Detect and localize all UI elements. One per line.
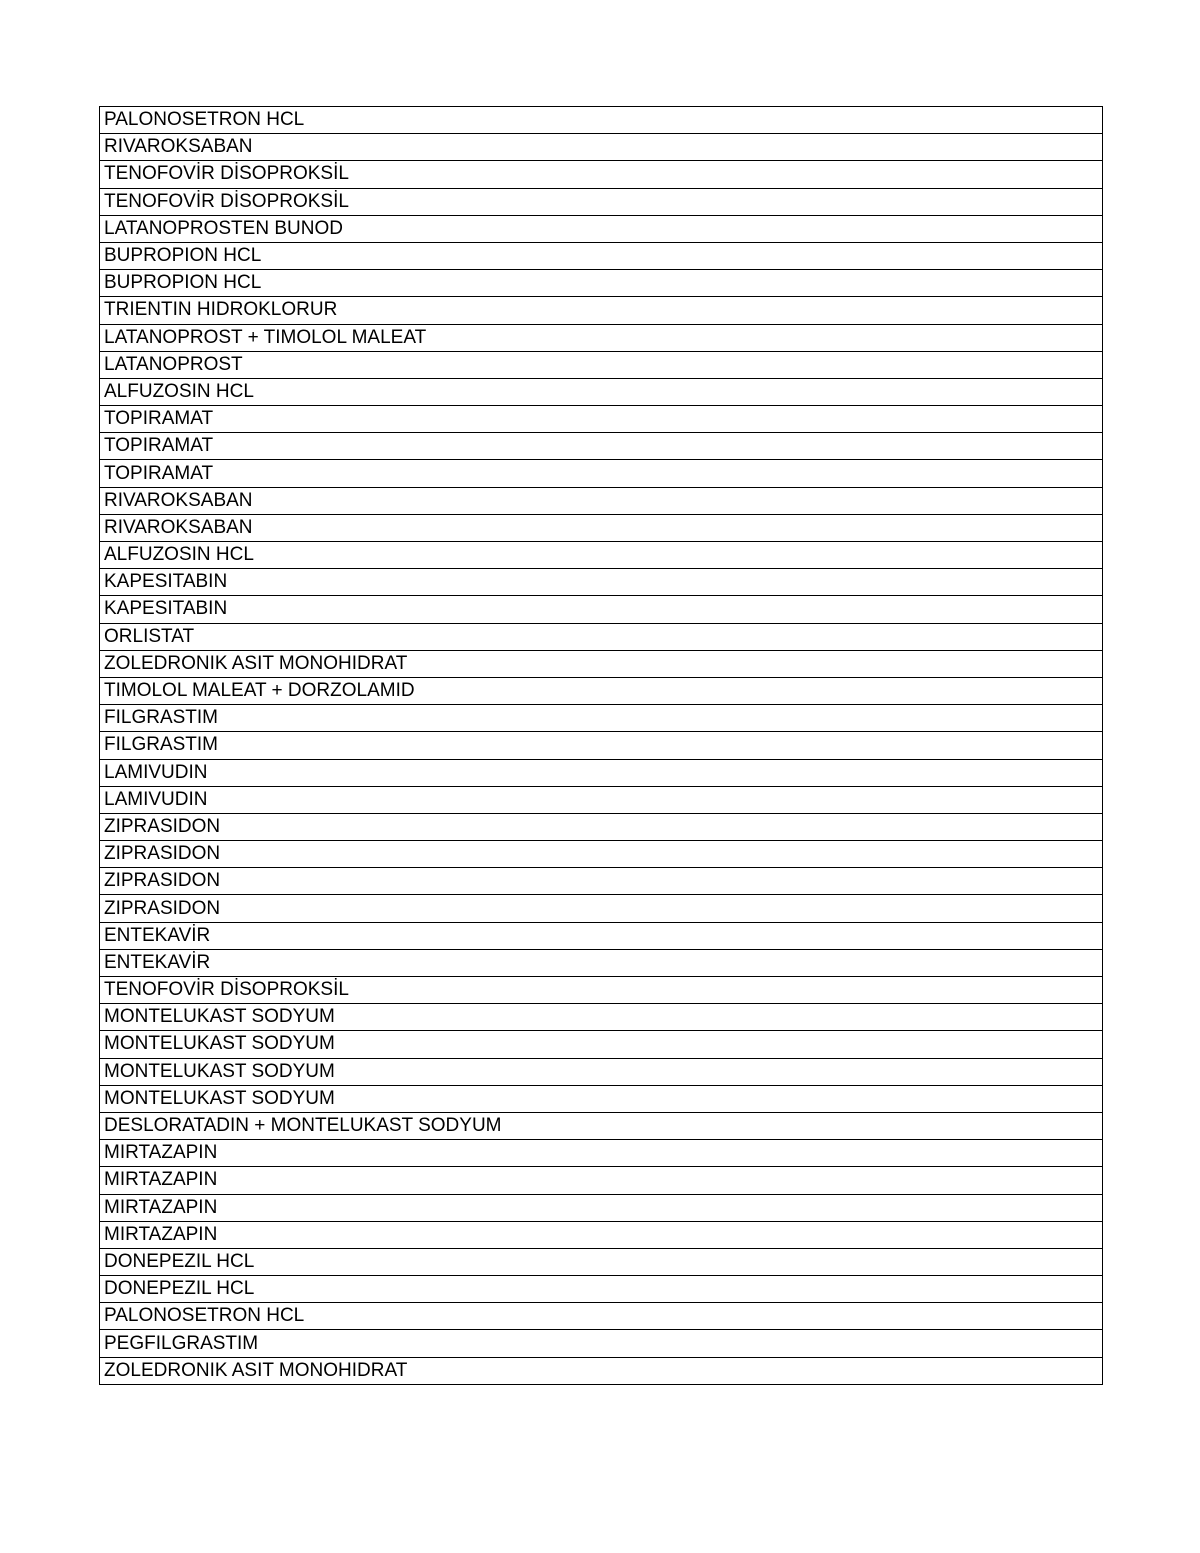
table-row (100, 1330, 1103, 1357)
drug-name-cell: LATANOPROST (100, 351, 1103, 378)
table-row (100, 297, 1103, 324)
drug-name-cell: TENOFOVİR DİSOPROKSİL (100, 161, 1103, 188)
table-row (100, 841, 1103, 868)
table-row (100, 324, 1103, 351)
table-row (100, 922, 1103, 949)
table-row (100, 895, 1103, 922)
table-row (100, 650, 1103, 677)
drug-name-cell: ALFUZOSIN HCL (100, 378, 1103, 405)
drug-name-cell: TOPIRAMAT (100, 433, 1103, 460)
drug-name-cell: RIVAROKSABAN (100, 487, 1103, 514)
drug-name-cell: MIRTAZAPIN (100, 1140, 1103, 1167)
table-row (100, 460, 1103, 487)
drug-name-cell: LAMIVUDIN (100, 786, 1103, 813)
drug-name-cell: MONTELUKAST SODYUM (100, 1085, 1103, 1112)
drug-name-cell: TENOFOVİR DİSOPROKSİL (100, 188, 1103, 215)
drug-name-cell: BUPROPION HCL (100, 242, 1103, 269)
drug-name-cell: MIRTAZAPIN (100, 1221, 1103, 1248)
table-row (100, 1303, 1103, 1330)
drug-name-cell: MIRTAZAPIN (100, 1194, 1103, 1221)
table-row (100, 215, 1103, 242)
table-row (100, 1167, 1103, 1194)
drug-name-cell: MONTELUKAST SODYUM (100, 1031, 1103, 1058)
drug-name-cell: ENTEKAVİR (100, 949, 1103, 976)
table-row (100, 270, 1103, 297)
drug-name-cell: ENTEKAVİR (100, 922, 1103, 949)
table-row (100, 732, 1103, 759)
drug-name-cell: ZOLEDRONIK ASIT MONOHIDRAT (100, 650, 1103, 677)
drug-name-cell: PEGFILGRASTIM (100, 1330, 1103, 1357)
drug-name-cell: MIRTAZAPIN (100, 1167, 1103, 1194)
drug-name-cell: PALONOSETRON HCL (100, 1303, 1103, 1330)
table-row (100, 433, 1103, 460)
table-row (100, 1058, 1103, 1085)
drug-name-cell: TENOFOVİR DİSOPROKSİL (100, 977, 1103, 1004)
drug-name-cell: DONEPEZIL HCL (100, 1248, 1103, 1275)
table-row (100, 1194, 1103, 1221)
table-row (100, 1276, 1103, 1303)
table-row (100, 1140, 1103, 1167)
table-row (100, 351, 1103, 378)
table-row (100, 242, 1103, 269)
table-row (100, 977, 1103, 1004)
drug-name-cell: FILGRASTIM (100, 732, 1103, 759)
drug-name-cell: RIVAROKSABAN (100, 134, 1103, 161)
table-row (100, 677, 1103, 704)
table-row (100, 1112, 1103, 1139)
table-row (100, 1248, 1103, 1275)
table-row (100, 813, 1103, 840)
drug-name-cell: ZIPRASIDON (100, 813, 1103, 840)
table-row (100, 542, 1103, 569)
drug-name-cell: ZIPRASIDON (100, 895, 1103, 922)
table-row (100, 786, 1103, 813)
table-row (100, 1221, 1103, 1248)
table-row (100, 569, 1103, 596)
table-row (100, 868, 1103, 895)
drug-name-cell: BUPROPION HCL (100, 270, 1103, 297)
drug-name-cell: KAPESITABIN (100, 569, 1103, 596)
table-row (100, 1085, 1103, 1112)
drug-list-table (99, 106, 1103, 1385)
drug-name-cell: TOPIRAMAT (100, 406, 1103, 433)
table-row (100, 188, 1103, 215)
table-row (100, 705, 1103, 732)
table-row (100, 134, 1103, 161)
table-row (100, 514, 1103, 541)
drug-name-cell: TOPIRAMAT (100, 460, 1103, 487)
drug-name-cell: PALONOSETRON HCL (100, 107, 1103, 134)
table-row (100, 1031, 1103, 1058)
drug-name-cell: ALFUZOSIN HCL (100, 542, 1103, 569)
table-row (100, 161, 1103, 188)
drug-name-cell: MONTELUKAST SODYUM (100, 1004, 1103, 1031)
drug-name-cell: ZIPRASIDON (100, 868, 1103, 895)
drug-name-cell: LATANOPROSTEN BUNOD (100, 215, 1103, 242)
table-row (100, 107, 1103, 134)
table-row (100, 406, 1103, 433)
table-row (100, 1004, 1103, 1031)
table-row (100, 949, 1103, 976)
drug-name-cell: KAPESITABIN (100, 596, 1103, 623)
table-row (100, 623, 1103, 650)
table-row (100, 378, 1103, 405)
drug-name-cell: MONTELUKAST SODYUM (100, 1058, 1103, 1085)
drug-name-cell: DONEPEZIL HCL (100, 1276, 1103, 1303)
drug-name-cell: ORLISTAT (100, 623, 1103, 650)
drug-name-cell: TIMOLOL MALEAT + DORZOLAMID (100, 677, 1103, 704)
drug-name-cell: FILGRASTIM (100, 705, 1103, 732)
drug-list-body (100, 107, 1103, 1385)
drug-name-cell: LATANOPROST + TIMOLOL MALEAT (100, 324, 1103, 351)
table-row (100, 596, 1103, 623)
drug-name-cell: TRIENTIN HIDROKLORUR (100, 297, 1103, 324)
drug-name-cell: ZOLEDRONIK ASIT MONOHIDRAT (100, 1357, 1103, 1384)
drug-name-cell: LAMIVUDIN (100, 759, 1103, 786)
table-row (100, 759, 1103, 786)
table-row (100, 1357, 1103, 1384)
table-row (100, 487, 1103, 514)
drug-name-cell: ZIPRASIDON (100, 841, 1103, 868)
drug-name-cell: RIVAROKSABAN (100, 514, 1103, 541)
drug-name-cell: DESLORATADIN + MONTELUKAST SODYUM (100, 1112, 1103, 1139)
